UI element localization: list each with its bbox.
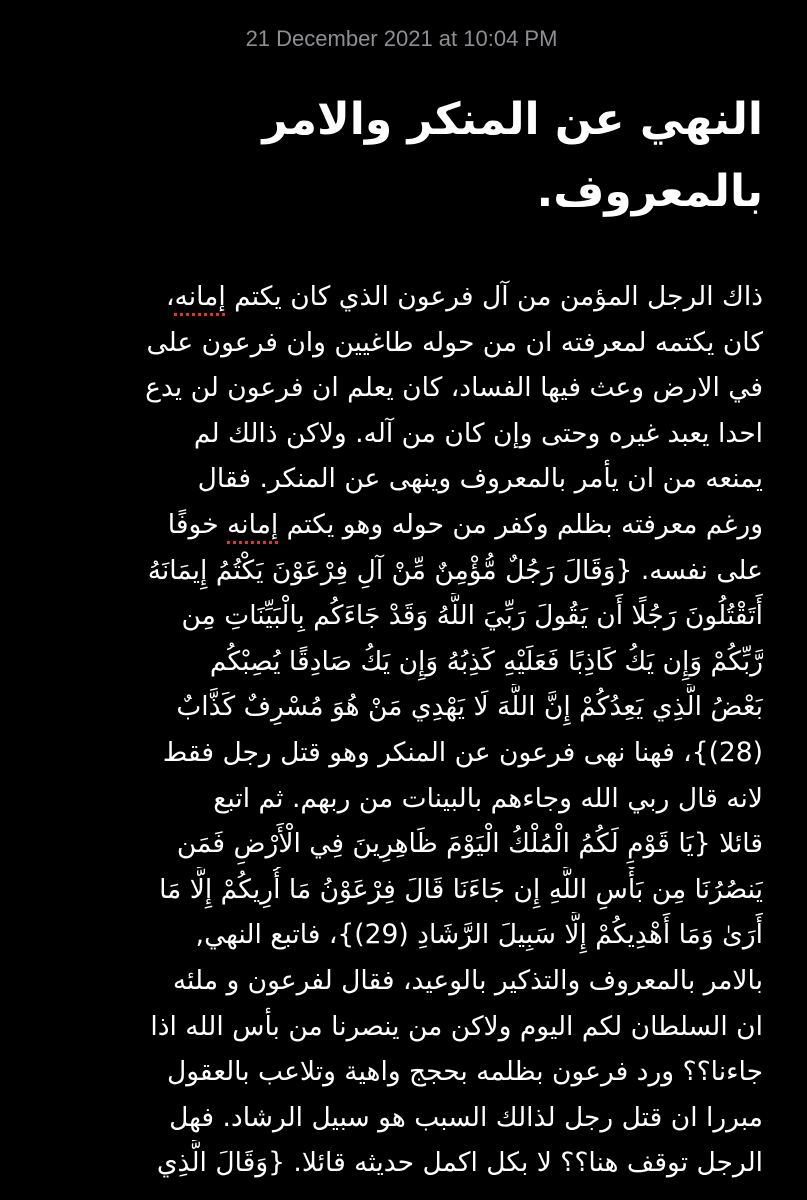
note-body[interactable]: [40, 274, 763, 1186]
body-line: مبررا ان قتل رجل لذالك السبب هو سبيل الرشاد. فهل: [169, 1101, 763, 1133]
note-title-line: بالمعروف.: [536, 166, 763, 217]
body-line: يَنصُرُنَا مِن بَأْسِ اللَّهِ إِن جَاءَنَا قَالَ فِرْعَوْنُ مَا أُرِيكُمْ إِلَّا مَا: [159, 873, 763, 905]
misspelled-word[interactable]: إمانه: [174, 281, 226, 312]
body-line: أَتَقْتُلُونَ رَجُلًا أَن يَقُولَ رَبِّيَ اللَّهُ وَقَدْ جَاءَكُم بِالْبَيِّنَاتِ مِن: [181, 600, 763, 632]
body-text-segment: ذاك الرجل المؤمن من آل فرعون الذي كان يكتم: [225, 281, 763, 312]
body-line: ان السلطان لكم اليوم ولاكن من ينصرنا من بأس الله اذا: [150, 1010, 763, 1042]
body-line: في الارض وعث فيها الفساد، كان يعلم ان فرعون لن يدع: [145, 372, 763, 404]
body-line: احدا يعبد غيره وحتى وإن كان من آله. ولاكن ذالك لم: [193, 417, 763, 449]
body-line: بالامر بالمعروف والتذكير بالوعيد، فقال لفرعون و ملئه: [172, 964, 763, 996]
body-line: أَرَىٰ وَمَا أَهْدِيكُمْ إِلَّا سَبِيلَ الرَّشَادِ (29)}، فاتبع النهي,: [195, 919, 763, 951]
body-text-segment: ورغم معرفته بظلم وكفر من حوله وهو يكتم: [278, 508, 763, 540]
misspelled-word[interactable]: إمانه: [227, 508, 279, 540]
body-line: يمنعه من ان يأمر بالمعروف وينهى عن المنكر. فقال: [197, 463, 763, 495]
body-line: [40, 502, 763, 548]
body-line: قائلا {يَا قَوْمِ لَكُمُ الْمُلْكُ الْيَوْمَ ظَاهِرِينَ فِي الْأَرْضِ فَمَن: [176, 828, 763, 860]
body-text-segment: ،: [165, 281, 175, 312]
note-title[interactable]: [40, 84, 763, 228]
body-line: بَعْضُ الَّذِي يَعِدُكُمْ إِنَّ اللَّهَ لَا يَهْدِي مَنْ هُوَ مُسْرِفٌ كَذَّابٌ: [176, 691, 763, 723]
body-line: (28)}، فهنا نهى فرعون عن المنكر وهو قتل رجل فقط: [162, 736, 763, 768]
note-timestamp: 21 December 2021 at 10:04 PM: [245, 26, 558, 51]
note-title-line: النهي عن المنكر والامر: [262, 94, 763, 145]
body-line: كان يكتمه لمعرفته ان من حوله طاغيين وان فرعون على: [146, 326, 763, 358]
body-line: رَّبِّكُمْ وَإِن يَكُ كَاذِبًا فَعَلَيْهِ كَذِبُهُ وَإِن يَكُ صَادِقًا يُصِبْكُم: [209, 645, 763, 677]
body-line: [40, 274, 763, 320]
body-line: على نفسه. {وَقَالَ رَجُلٌ مُّؤْمِنٌ مِّنْ آلِ فِرْعَوْنَ يَكْتُمُ إِيمَانَهُ: [147, 554, 763, 586]
body-text-segment: خوفًا: [167, 508, 228, 540]
body-line: الرجل توقف هنا؟؟ لا بكل اكمل حديثه قائلا. {وَقَالَ الَّذِي: [156, 1147, 763, 1179]
body-line: لانه قال ربي الله وجاءهم بالبينات من ربهم. ثم اتبع: [213, 782, 763, 814]
body-line: جاءنا؟؟ ورد فرعون بظلمه بحجج واهية وتلاعب بالعقول: [166, 1056, 763, 1088]
